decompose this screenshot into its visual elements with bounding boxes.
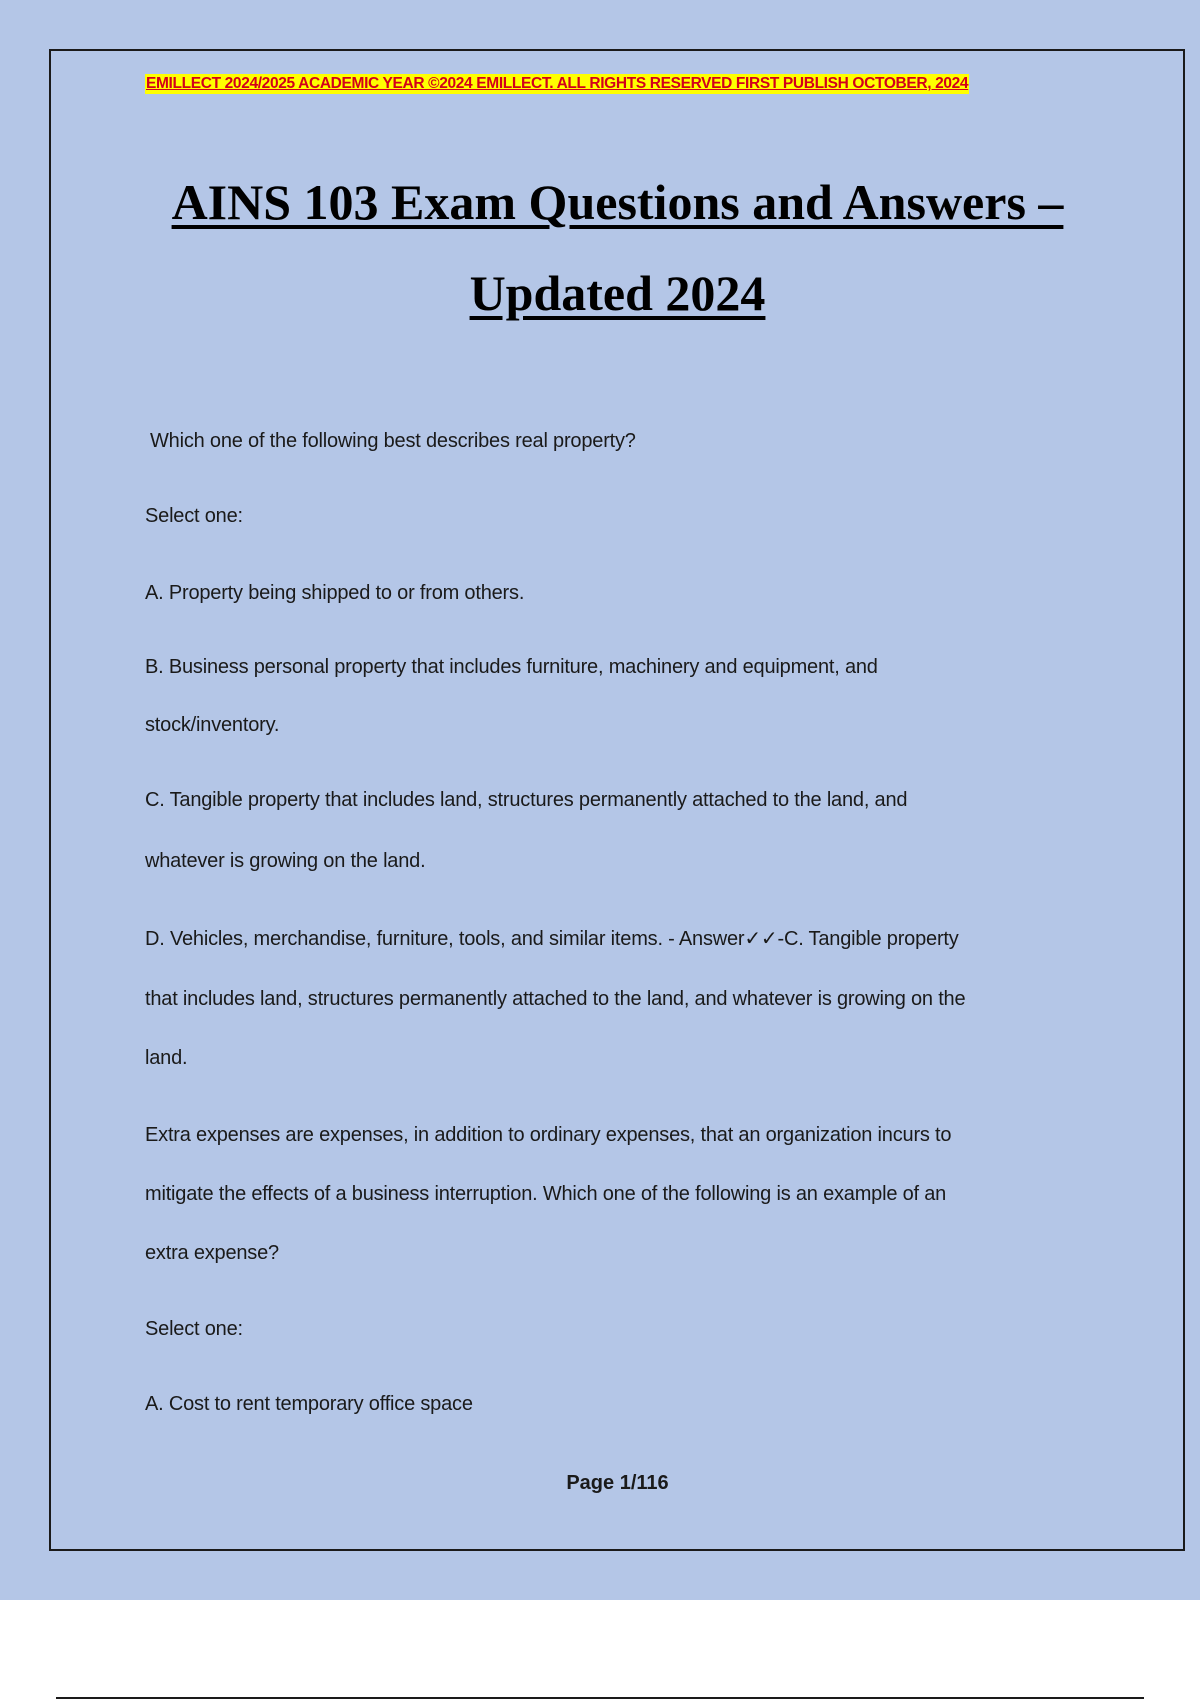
question-1-option-a: A. Property being shipped to or from others.	[145, 582, 525, 604]
copyright-banner: EMILLECT 2024/2025 ACADEMIC YEAR ©2024 EMILLECT. ALL RIGHTS RESERVED FIRST PUBLISH OCTOBER, 2024	[146, 75, 969, 92]
question-1-option-d-with-answer: D. Vehicles, merchandise, furniture, tools, and similar items. - Answer✓✓-C. Tangible property	[145, 928, 959, 950]
question-1-text: Which one of the following best describes real property?	[150, 430, 636, 452]
question-2-option-a: A. Cost to rent temporary office space	[145, 1393, 473, 1415]
question-2-text-end: extra expense?	[145, 1242, 279, 1264]
document-title-line-1: AINS 103 Exam Questions and Answers –	[171, 174, 1064, 230]
question-1-option-b: B. Business personal property that includes furniture, machinery and equipment, and	[145, 656, 878, 678]
document-title-line-2: Updated 2024	[469, 265, 766, 321]
question-2-instruction: Select one:	[145, 1318, 243, 1340]
question-1-option-c-continued: whatever is growing on the land.	[145, 850, 426, 872]
question-1-option-b-continued: stock/inventory.	[145, 714, 280, 736]
question-1-answer-continued: that includes land, structures permanently attached to the land, and whatever is growing on the	[145, 988, 966, 1010]
page-number: Page 1/116	[566, 1472, 669, 1494]
question-1-option-c: C. Tangible property that includes land, structures permanently attached to the land, and	[145, 789, 908, 811]
bottom-divider	[56, 1697, 1144, 1699]
question-1-answer-end: land.	[145, 1047, 188, 1069]
question-2-text-continued: mitigate the effects of a business interruption. Which one of the following is an example of an	[145, 1183, 947, 1205]
question-1-instruction: Select one:	[145, 505, 243, 527]
question-2-text: Extra expenses are expenses, in addition to ordinary expenses, that an organization incurs to	[145, 1124, 952, 1146]
